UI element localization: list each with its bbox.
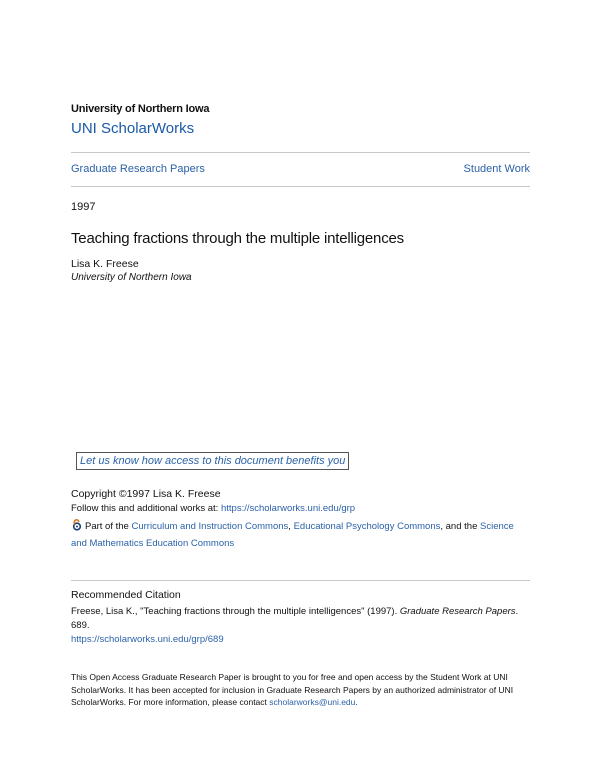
educational-psychology-commons-link[interactable]: Educational Psychology Commons bbox=[293, 521, 441, 532]
part-of-sep1: , bbox=[288, 521, 294, 532]
student-work-link[interactable]: Student Work bbox=[463, 163, 530, 175]
divider-nav bbox=[71, 186, 530, 187]
repository-link[interactable]: UNI ScholarWorks bbox=[71, 120, 195, 137]
science-math-education-commons-link[interactable]: Science and Mathematics Education Commons bbox=[71, 521, 514, 549]
divider-citation bbox=[71, 580, 530, 581]
follow-url-link[interactable]: https://scholarworks.uni.edu/grp bbox=[220, 503, 356, 514]
publication-year: 1997 bbox=[71, 201, 96, 213]
part-of-commons bbox=[71, 518, 530, 552]
open-access-icon bbox=[71, 519, 83, 531]
curriculum-commons-link[interactable]: Curriculum and Instruction Commons bbox=[131, 521, 289, 532]
follow-text: Follow this and additional works at: bbox=[71, 503, 221, 514]
benefit-feedback-link[interactable]: Let us know how access to this document benefits you bbox=[76, 452, 349, 470]
author-name: Lisa K. Freese bbox=[71, 258, 139, 270]
citation-heading: Recommended Citation bbox=[71, 589, 181, 601]
citation-series: Graduate Research Papers bbox=[399, 606, 516, 617]
author-affiliation: University of Northern Iowa bbox=[71, 272, 192, 283]
document-title: Teaching fractions through the multiple intelligences bbox=[71, 230, 404, 247]
citation-body: Freese, Lisa K., "Teaching fractions through the multiple intelligences" (1997). bbox=[71, 606, 400, 617]
footer-end: . bbox=[355, 697, 358, 707]
part-of-prefix: Part of the bbox=[85, 521, 132, 532]
citation-number: . 689. bbox=[71, 606, 519, 631]
contact-email-link[interactable]: scholarworks@uni.edu bbox=[269, 697, 356, 707]
copyright-notice: Copyright ©1997 Lisa K. Freese bbox=[71, 488, 221, 500]
citation-url-link[interactable]: https://scholarworks.uni.edu/grp/689 bbox=[71, 634, 224, 645]
open-access-statement bbox=[71, 671, 530, 709]
part-of-sep2: , and the bbox=[440, 521, 480, 532]
footer-text: This Open Access Graduate Research Paper is brought to you for free and open access by the Student Work at UNI ScholarWorks. It has been accepted for inclusion in Graduate Research Papers by an authorized administrator of UNI ScholarWorks. For more information, please contact bbox=[71, 672, 514, 707]
collection-link[interactable]: Graduate Research Papers bbox=[71, 163, 205, 175]
follow-line bbox=[71, 503, 355, 514]
citation-text bbox=[71, 605, 530, 647]
institution-name: University of Northern Iowa bbox=[71, 103, 210, 115]
divider-top bbox=[71, 152, 530, 153]
